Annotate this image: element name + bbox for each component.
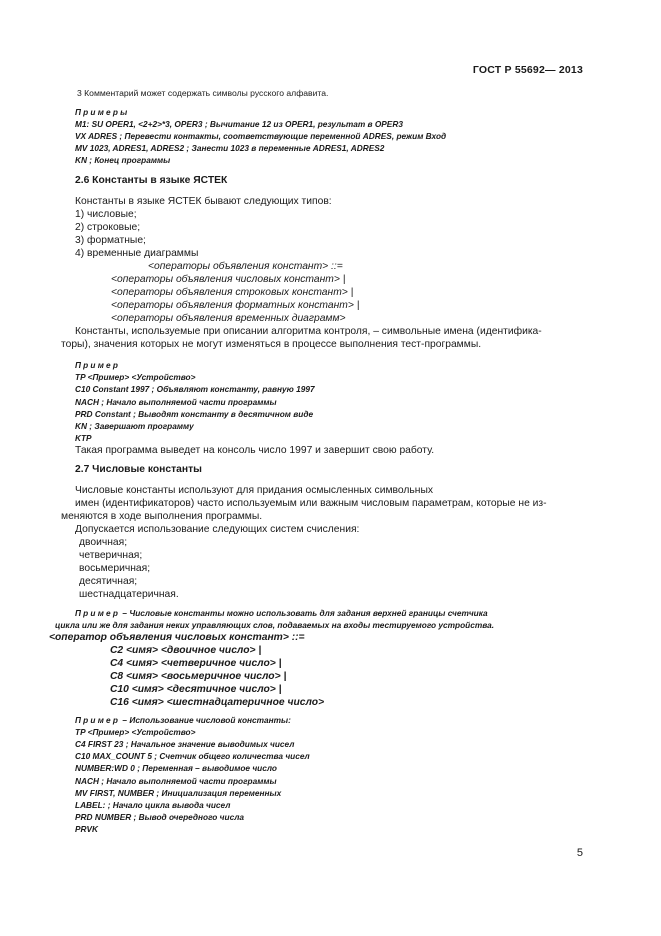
- code-line: PRD NUMBER ; Вывод очередного числа: [75, 811, 244, 822]
- code-line: C10 Constant 1997 ; Объявляют константу, равную 1997: [75, 384, 315, 395]
- section-heading: 2.6 Константы в языке ЯСТЕК: [75, 175, 228, 187]
- code-line: LABEL: ; Начало цикла вывода чисел: [75, 799, 231, 810]
- code-line: KN ; Завершают программу: [75, 420, 194, 431]
- code-line: C10 MAX_COUNT 5 ; Счетчик общего количества чисел: [75, 751, 310, 762]
- example-note: [75, 607, 585, 619]
- grammar-line: <операторы объявления строковых констант> |: [111, 287, 354, 299]
- paragraph: Такая программа выведет на консоль число 1997 и завершит свою работу.: [75, 444, 435, 456]
- code-line: C4 FIRST 23 ; Начальное значение выводимых чисел: [75, 739, 295, 750]
- grammar-line: <операторы объявления временных диаграмм>: [111, 313, 346, 325]
- grammar-line: C2 <имя> <двоичное число> |: [110, 645, 262, 657]
- list-item: восьмеричная;: [79, 562, 151, 574]
- code-line: VX ADRES ; Перевести контакты, соответствующие переменной ADRES, режим Вход: [75, 131, 447, 142]
- example-text: – Использование числовой константы:: [120, 715, 291, 726]
- code-line: NACH ; Начало выполняемой части программы: [75, 396, 277, 407]
- paragraph: Числовые константы используют для придания осмысленных символьных: [75, 484, 434, 496]
- code-line: TP <Пример> <Устройство>: [75, 727, 196, 738]
- example-word: Пример: [75, 607, 121, 618]
- example-text: – Числовые константы можно использовать для задания верхней границы счетчика: [120, 607, 488, 618]
- grammar-line: C8 <имя> <восьмеричное число> |: [110, 671, 287, 683]
- list-item: четверичная;: [79, 549, 143, 561]
- code-line: MV 1023, ADRES1, ADRES2 ; Занести 1023 в переменные ADRES1, ADRES2: [75, 143, 385, 154]
- list-item: двоичная;: [79, 536, 128, 548]
- code-line: NUMBER:WD 0 ; Переменная – выводимое число: [75, 763, 277, 774]
- paragraph: Допускается использование следующих систем счисления:: [75, 523, 360, 535]
- code-line: TP <Пример> <Устройство>: [75, 372, 196, 383]
- grammar-head: <операторы объявления констант> ::=: [148, 261, 343, 273]
- list-item: 4) временные диаграммы: [75, 248, 199, 260]
- paragraph: Константы, используемые при описании алгоритма контроля, – символьные имена (идентифика-: [75, 326, 542, 338]
- list-item: шестнадцатеричная.: [79, 588, 179, 600]
- list-item: 3) форматные;: [75, 235, 146, 247]
- section-heading: 2.7 Числовые константы: [75, 463, 202, 475]
- grammar-line: C4 <имя> <четверичное число> |: [110, 658, 282, 670]
- grammar-line: <операторы объявления форматных констант> |: [111, 300, 360, 312]
- list-item: десятичная;: [79, 575, 138, 587]
- paragraph: Константы в языке ЯСТЕК бывают следующих типов:: [75, 196, 332, 208]
- document-code-header: ГОСТ Р 55692— 2013: [472, 64, 583, 76]
- code-line: NACH ; Начало выполняемой части программы: [75, 775, 277, 786]
- code-line: KTP: [75, 432, 92, 443]
- code-line: M1: SU OPER1, <2+2>*3, OPER3 ; Вычитание 12 из OPER1, результат в OPER3: [75, 119, 403, 129]
- page-content: [49, 87, 585, 835]
- example-word: Пример: [75, 715, 121, 726]
- page-number: 5: [576, 847, 583, 859]
- code-line: PRVK: [75, 823, 99, 834]
- paragraph: имен (идентификаторов) часто используемым или важным числовым параметрам, которые не из-: [75, 497, 547, 509]
- list-item: 1) числовые;: [75, 209, 137, 221]
- code-line: MV FIRST, NUMBER ; Инициализация переменных: [75, 787, 282, 798]
- code-line: KN ; Конец программы: [75, 155, 171, 166]
- paragraph: торы), значения которых не могут изменяться в процессе выполнения тест-программы.: [61, 339, 482, 351]
- paragraph: меняются в ходе выполнения программы.: [61, 510, 263, 522]
- example-note-cont: цикла или же для задания неких управляющих слов, подаваемых на входы тестируемого устройства.: [55, 619, 495, 630]
- list-item: 2) строковые;: [75, 222, 141, 234]
- example-heading: [75, 714, 585, 726]
- example-heading: Пример: [75, 360, 121, 371]
- comment-note: 3 Комментарий может содержать символы русского алфавита.: [77, 88, 329, 98]
- examples-heading: Примеры: [75, 106, 130, 117]
- grammar-head: <оператор объявления числовых констант> ::=: [49, 632, 305, 644]
- grammar-line: C10 <имя> <десятичное число> |: [110, 684, 282, 696]
- grammar-line: <операторы объявления числовых констант> |: [111, 274, 346, 286]
- grammar-line: C16 <имя> <шестнадцатеричное число>: [110, 697, 325, 709]
- code-line: PRD Constant ; Выводят константу в десятичном виде: [75, 408, 314, 419]
